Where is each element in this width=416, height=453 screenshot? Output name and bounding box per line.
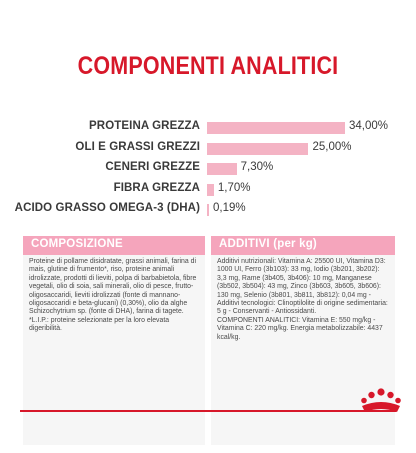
composizione-text: Proteine di pollame disidratate, grassi animali, farina di mais, glutine di frumento*, riso, proteine animali idrolizzate, prodotti di lieviti, polpa di barbabietola, fibre vegetali, olio di soia, sali minerali, olio di pesce, frutto-oligosaccaridi, lieviti idrolizzati (fonte di mannano-oligosaccaridi e beta-glucani) (0,30%), olio da alghe Schizochytrium sp. (fonte di DHA), farina di tagete. [29,258,197,316]
bar-row [0,180,416,200]
bar-label: ACIDO GRASSO OMEGA-3 (DHA) [14,202,200,214]
bar-value-label: 7,30% [240,161,274,173]
bar [207,143,308,155]
bar-label: OLI E GRASSI GREZZI [75,140,200,153]
footer-divider [20,410,396,412]
bar-label: FIBRA GREZZA [113,181,200,194]
bar-label: PROTEINA GREZZA [89,120,200,132]
bar-value-label: 1,70% [217,181,251,194]
additivi-analytic: COMPONENTI ANALITICI: Vitamina E: 550 mg/kg - Vitamina C: 220 mg/kg. Energia metabolizzabile: 4437 kcal/kg. [217,316,383,341]
bar-row [0,200,416,220]
bar [207,204,209,216]
bar-value-label: 0,19% [213,202,246,214]
bar-row [0,139,416,159]
composizione-panel [23,255,205,445]
bar-value-label: 25,00% [312,140,352,153]
bar [207,184,214,196]
royal-canin-crown-icon [356,385,406,423]
additivi-header: ADDITIVI (per kg) [211,236,395,255]
page-title: COMPONENTI ANALITICI [77,52,339,80]
additivi-text: Additivi nutrizionali: Vitamina A: 25500 UI, Vitamina D3: 1000 UI, Ferro (3b103): 33 mg, Iodio (3b201, 3b202): 3,3 mg, Rame (3b405, 3b406): 10 mg, Manganese (3b502, 3b504): 43 mg, Zinco (3b603, 3b605, 3b606): 130 mg, Selenio (3b801, 3b811, 3b812): 0,04 mg - Additivi tecnologici: Clinoptilolite di origine sedimentaria: 5 g - Conservanti - Antiossidanti. [217,258,388,316]
composizione-note: *L.I.P.: proteine selezionate per la loro elevata digeribilità. [29,316,170,333]
bar-row [0,118,416,138]
composizione-header: COMPOSIZIONE [23,236,205,255]
bar-value-label: 34,00% [349,120,389,132]
bar-row [0,159,416,179]
bar-label: CENERI GREZZE [105,161,200,173]
bar [207,163,237,175]
bar [207,122,345,134]
